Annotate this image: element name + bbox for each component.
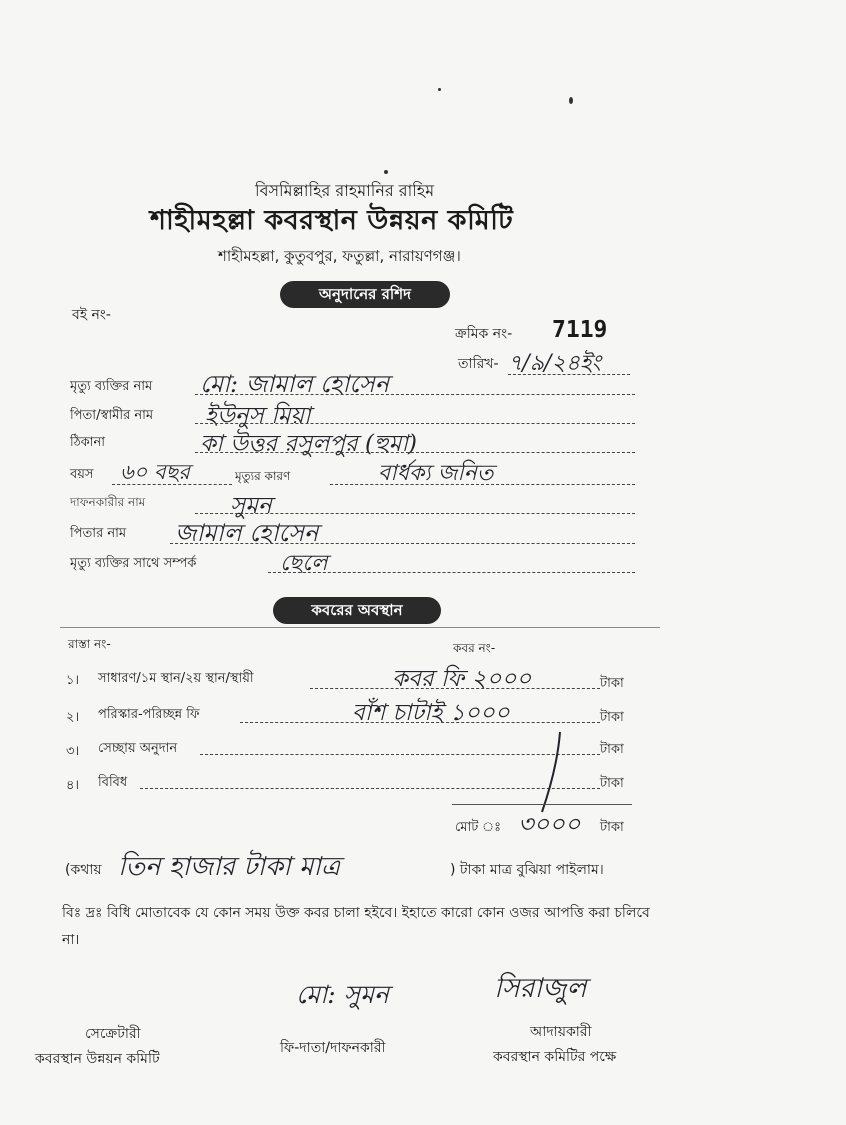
burier-name-line: [195, 513, 635, 514]
paper-speck: [384, 170, 388, 174]
terms-note: বিঃ দ্রঃ বিধি মোতাবেক যে কোন সময় উক্ত কবর চালা হইবে। ইহাতে কারো কোন ওজর আপত্তি করা চলিবে না।: [62, 905, 650, 948]
burier-name-value: সুমন: [230, 493, 272, 519]
age-value: ৬০ বছর: [120, 460, 190, 484]
collector-org: কবরস্থান কমিটির পক্ষে: [493, 1049, 617, 1065]
collector-role: আদায়কারী: [530, 1024, 592, 1040]
burier-name-label: দাফনকারীর নাম: [70, 495, 146, 509]
secretary-org: কবরস্থান উন্নয়ন কমিটি: [35, 1051, 160, 1067]
in-words-prefix: (কথায়: [65, 862, 102, 878]
in-words-suffix: ) টাকা মাত্র বুঝিয়া পাইলাম।: [450, 862, 604, 878]
death-cause-label: মৃত্যুর কারণ: [235, 469, 291, 483]
address-value: কা উত্তর রসুলপুর (হুমা): [200, 431, 418, 457]
fee-1-num: ১।: [66, 673, 80, 688]
burier-father-value: জামাল হোসেন: [175, 519, 319, 547]
fee-1-value: কবর ফি ২০০০: [392, 666, 532, 692]
fee-2-num: ২।: [66, 710, 80, 725]
total-value: ৩০০০: [518, 810, 581, 838]
grave-section-rule: [60, 627, 660, 628]
secretary-role: সেক্রেটারী: [85, 1026, 141, 1042]
date-value: ৭/৯/২৪ইং: [508, 351, 601, 376]
deceased-name-label: মৃত্যু ব্যক্তির নাম: [70, 379, 153, 394]
address-label: ঠিকানা: [70, 435, 106, 450]
right-signature: সিরাজুল: [494, 973, 587, 1004]
total-rule: [452, 804, 632, 805]
death-cause-line: [330, 484, 635, 485]
fee-3-currency: টাকা: [600, 742, 624, 757]
book-no-label: বই নং-: [72, 307, 111, 323]
total-label: মোট ঃ: [455, 820, 502, 835]
org-name: শাহীমহল্লা কবরস্থান উন্নয়ন কমিটি: [150, 205, 514, 236]
fee-3-num: ৩।: [66, 744, 80, 759]
middle-signature: মো: সুমন: [296, 980, 389, 1009]
paper-speck: [438, 88, 441, 91]
receipt-title: অনুদানের রশিদ: [280, 281, 450, 308]
deceased-name-line: [195, 394, 635, 395]
age-line: [112, 484, 232, 485]
fee-2-label: পরিস্কার-পরিচ্ছন্ন ফি: [98, 707, 200, 722]
burier-father-line: [170, 543, 635, 544]
address-line: [195, 452, 635, 453]
total-currency: টাকা: [600, 820, 624, 835]
fee-1-label: সাধারণ/১ম স্থান/২য় স্থান/স্থায়ী: [98, 671, 254, 686]
fee-payer-role: ফি-দাতা/দাফনকারী: [280, 1040, 386, 1056]
fee-4-label: বিবিধ: [98, 775, 128, 790]
serial-label: ক্রমিক নং-: [455, 326, 513, 342]
road-no-label: রাস্তা নং-: [68, 637, 111, 651]
fee-3-label: সেচ্ছায় অনুদান: [98, 741, 178, 756]
date-dotted-line: [508, 374, 630, 375]
father-husband-label: পিতা/স্বামীর নাম: [70, 408, 154, 423]
fee-1-currency: টাকা: [600, 676, 624, 691]
relation-line: [268, 572, 635, 573]
in-words-value: তিন হাজার টাকা মাত্র: [118, 852, 341, 882]
father-husband-value: ইউনুস মিয়া: [205, 403, 311, 429]
serial-value: 7119: [552, 317, 608, 343]
date-label: তারিখ-: [458, 356, 499, 372]
relation-value: ছেলে: [280, 551, 328, 576]
age-label: বয়স: [70, 467, 94, 482]
invocation-text: বিসমিল্লাহির রাহমানির রাহিম: [255, 181, 435, 200]
fee-1-line: [310, 688, 600, 689]
grave-section-title: কবরের অবস্থান: [273, 597, 441, 624]
fee-4-currency: টাকা: [600, 776, 624, 791]
father-husband-line: [195, 423, 635, 424]
burier-father-label: পিতার নাম: [70, 526, 127, 541]
org-address: শাহীমহল্লা, কুতুবপুর, ফতুল্লা, নারায়ণগঞ্জ।: [218, 247, 461, 265]
paper-speck: [569, 97, 573, 104]
deceased-name-value: মো: জামাল হোসেন: [200, 370, 390, 398]
death-cause-value: বার্ধক্য জনিত: [378, 461, 494, 486]
fee-4-num: ৪।: [66, 778, 80, 793]
relation-label: মৃত্যু ব্যক্তির সাথে সম্পর্ক: [70, 556, 197, 571]
fee-2-currency: টাকা: [600, 710, 624, 725]
fee-2-value: বাঁশ চাটাই ১০০০: [352, 700, 510, 726]
fee-2-line: [240, 722, 600, 723]
grave-no-label: কবর নং-: [453, 641, 496, 655]
